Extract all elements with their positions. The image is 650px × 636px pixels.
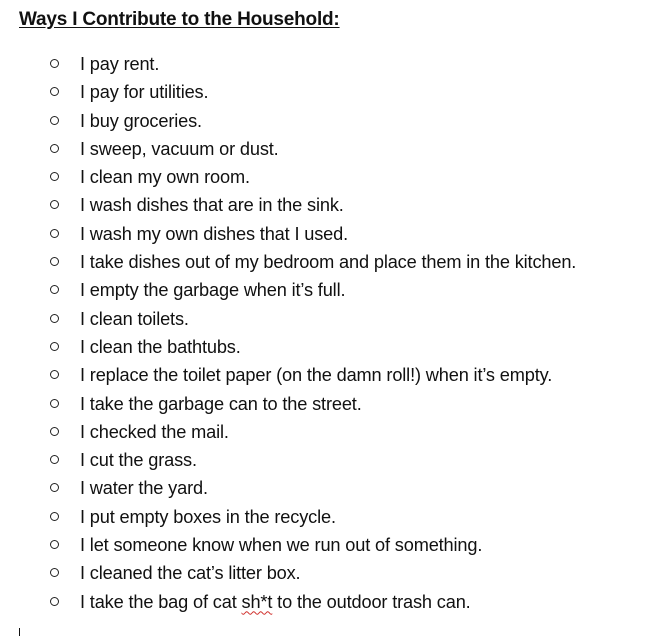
hollow-circle-bullet-icon: [50, 257, 59, 266]
list-item-text: I wash dishes that are in the sink.: [80, 195, 344, 216]
list-item-text: I clean my own room.: [80, 167, 250, 188]
list-item-text: I clean toilets.: [80, 308, 189, 329]
list-item-text: I checked the mail.: [80, 421, 229, 442]
list-item-text: I wash my own dishes that I used.: [80, 223, 348, 244]
list-item-text: I empty the garbage when it’s full.: [80, 280, 346, 301]
hollow-circle-bullet-icon: [50, 455, 59, 464]
hollow-circle-bullet-icon: [50, 59, 59, 68]
list-item-text: I cut the grass.: [80, 450, 197, 471]
list-item-text: [80, 590, 471, 614]
list-item-text: I pay for utilities.: [80, 82, 209, 103]
hollow-circle-bullet-icon: [50, 172, 59, 181]
list-item-text: I take the garbage can to the street.: [80, 393, 362, 414]
hollow-circle-bullet-icon: [50, 399, 59, 408]
hollow-circle-bullet-icon: [50, 87, 59, 96]
hollow-circle-bullet-icon: [50, 483, 59, 492]
list-item-text: I put empty boxes in the recycle.: [80, 506, 336, 527]
hollow-circle-bullet-icon: [50, 512, 59, 521]
hollow-circle-bullet-icon: [50, 314, 59, 323]
list-item-text: I pay rent.: [80, 54, 160, 74]
hollow-circle-bullet-icon: [50, 568, 59, 577]
hollow-circle-bullet-icon: [50, 285, 59, 294]
list-item-text: I sweep, vacuum or dust.: [80, 138, 279, 159]
list-item-text: I water the yard.: [80, 478, 208, 499]
document-heading: Ways I Contribute to the Household:: [19, 9, 340, 30]
spellcheck-flagged-word[interactable]: sh*t: [241, 591, 273, 612]
hollow-circle-bullet-icon: [50, 540, 59, 549]
list-item-text: I replace the toilet paper (on the damn roll!) when it’s empty.: [80, 365, 553, 386]
hollow-circle-bullet-icon: [50, 200, 59, 209]
hollow-circle-bullet-icon: [50, 116, 59, 125]
hollow-circle-bullet-icon: [50, 370, 59, 379]
hollow-circle-bullet-icon: [50, 144, 59, 153]
list-item-text: I buy groceries.: [80, 110, 202, 131]
list-item-text: I cleaned the cat’s litter box.: [80, 563, 301, 584]
text-cursor: [19, 628, 20, 636]
last-item-before: I take the bag of cat: [80, 591, 242, 612]
list-item-text: I let someone know when we run out of something.: [80, 535, 483, 556]
hollow-circle-bullet-icon: [50, 427, 59, 436]
hollow-circle-bullet-icon: [50, 229, 59, 238]
hollow-circle-bullet-icon: [50, 342, 59, 351]
last-item-after: to the outdoor trash can.: [272, 591, 471, 612]
hollow-circle-bullet-icon: [50, 597, 59, 606]
list-item-text: I clean the bathtubs.: [80, 336, 241, 357]
list-item-text: I take dishes out of my bedroom and place them in the kitchen.: [80, 252, 577, 273]
